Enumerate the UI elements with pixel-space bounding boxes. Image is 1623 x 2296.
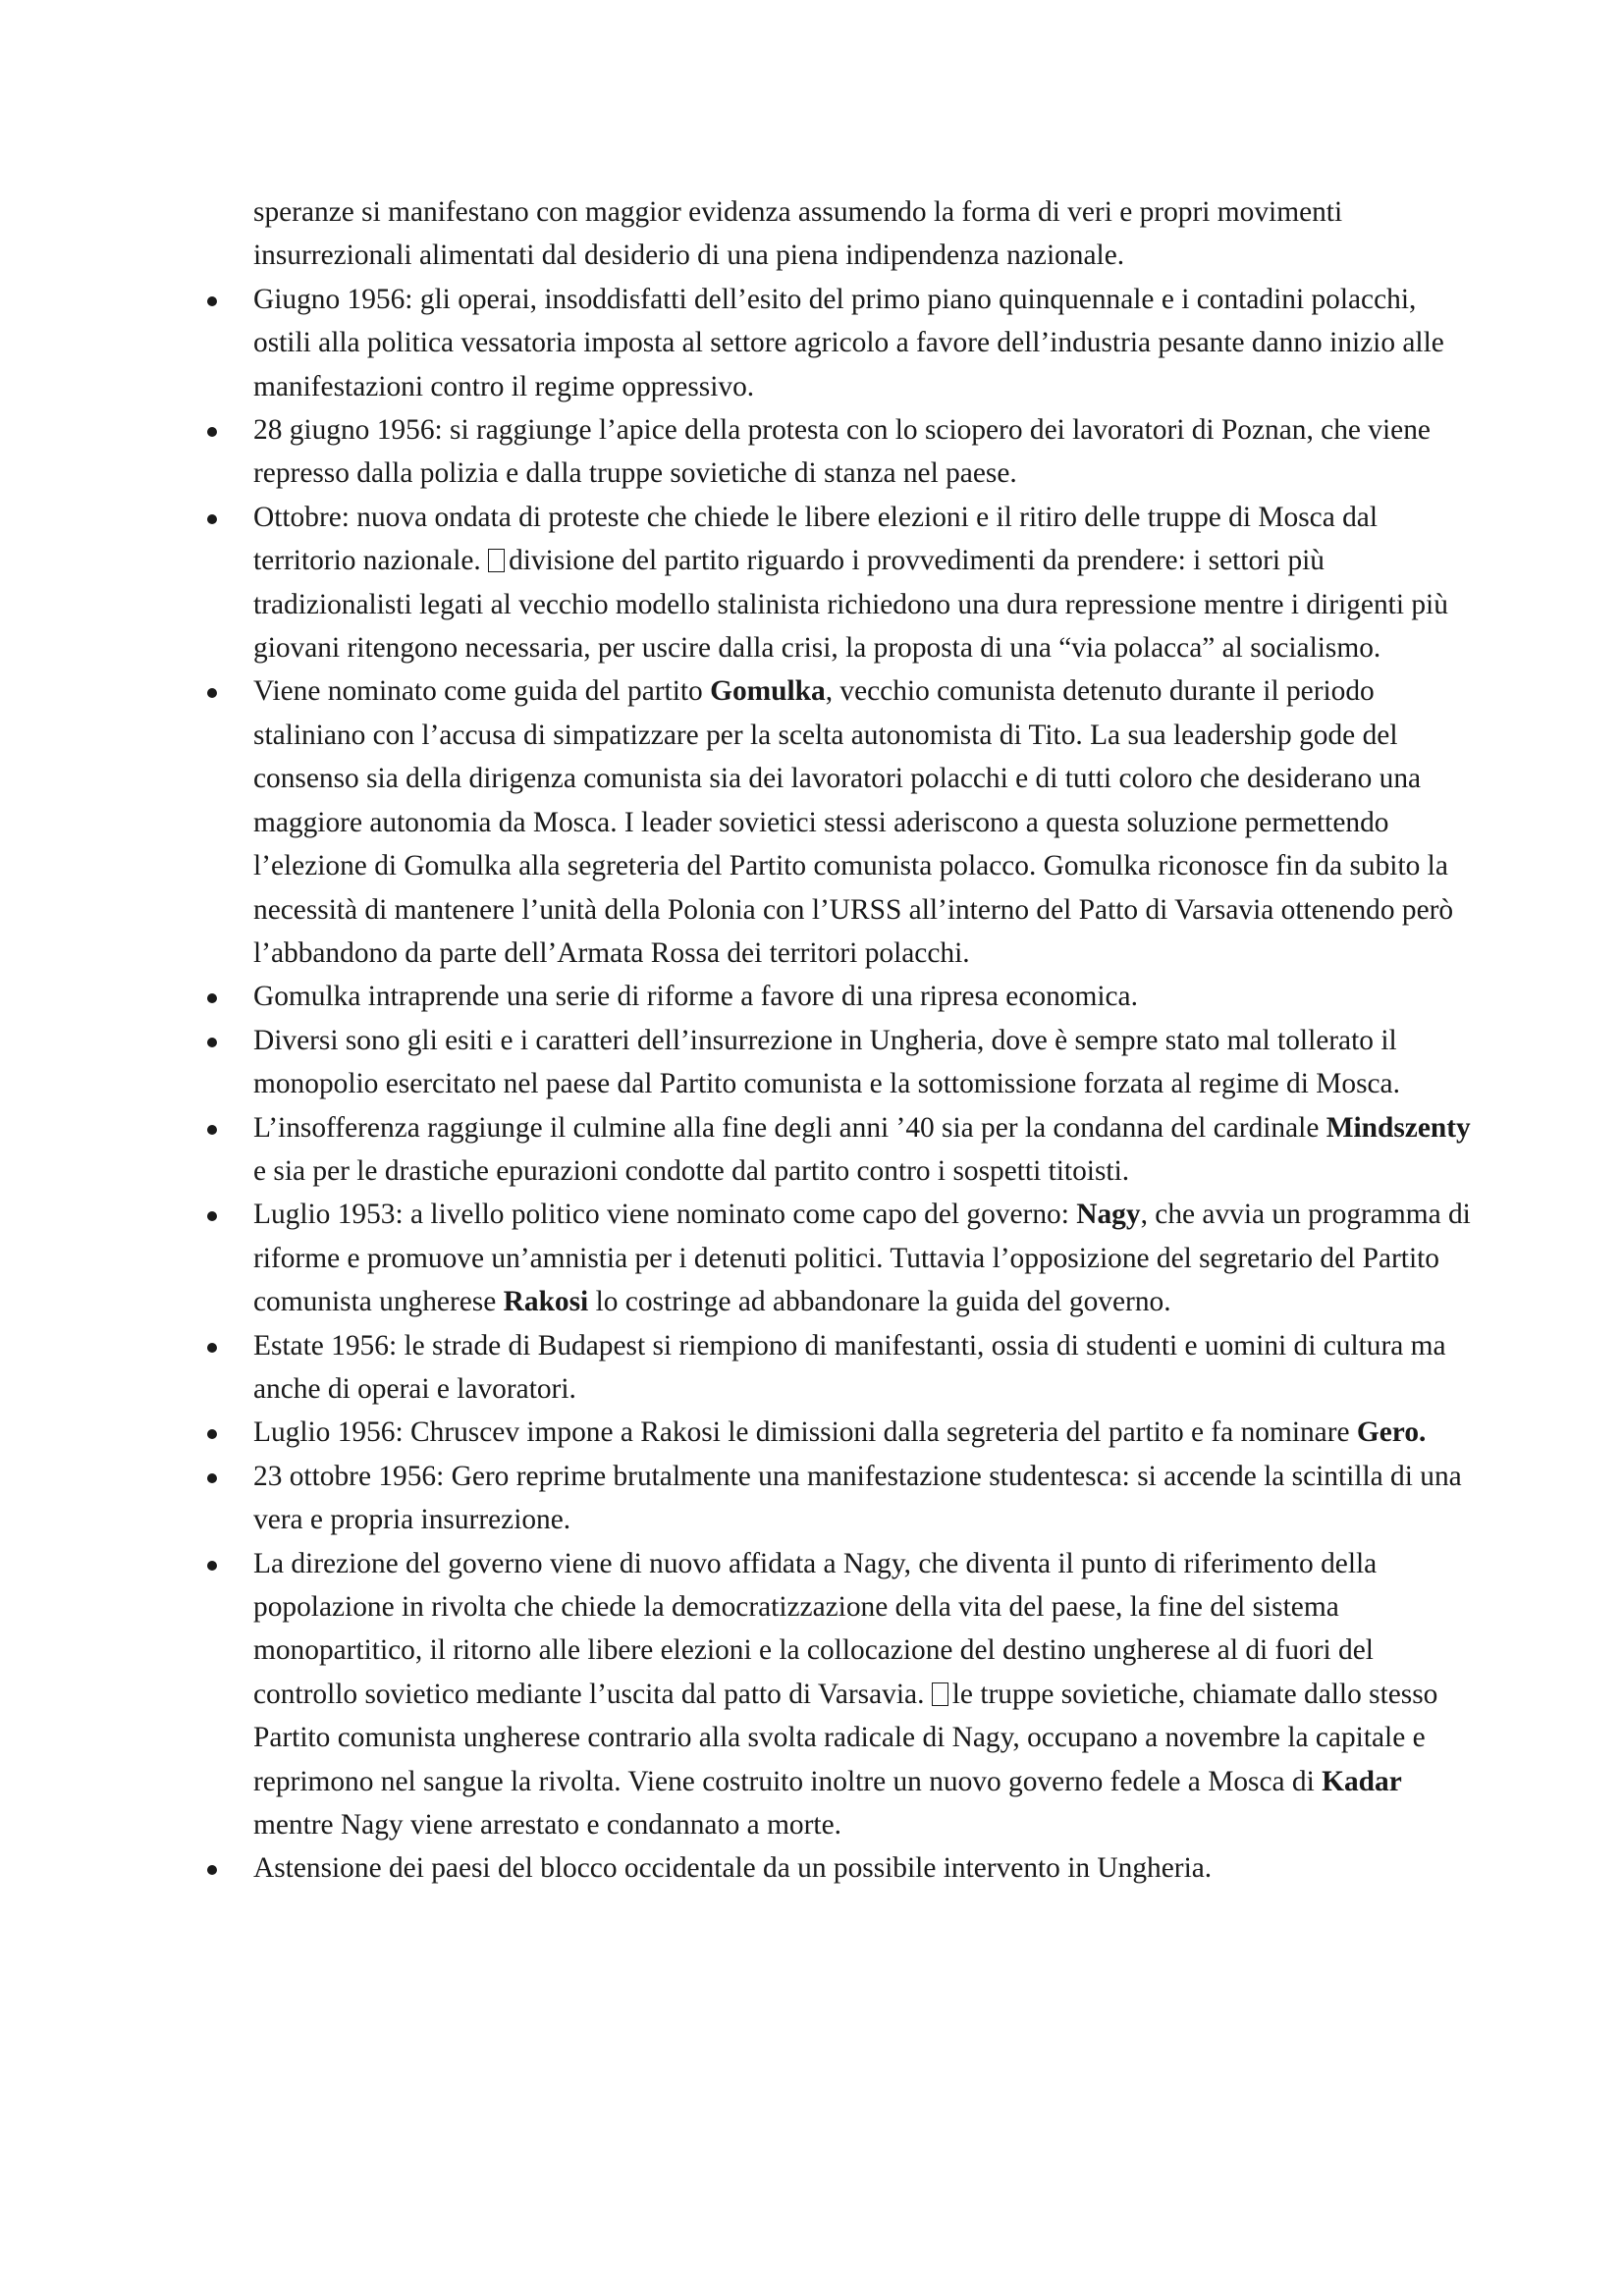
- bullet-icon: [207, 1211, 217, 1221]
- item-text: Gomulka intraprende una serie di riforme a favore di una ripresa economica.: [253, 981, 1138, 1013]
- intro-paragraph: speranze si manifestano con maggior evidenza assumendo la forma di veri e propri movimenti insurrezionali alimentati dal desiderio di una piena indipendenza nazionale.: [253, 196, 1343, 272]
- document-body: [253, 190, 1481, 1891]
- bullet-icon: [207, 1473, 217, 1483]
- item-text: Viene nominato come guida del partito: [253, 675, 711, 708]
- bullet-icon: [207, 1865, 217, 1875]
- list-item: [253, 1411, 1481, 1454]
- missing-glyph-icon: [932, 1682, 948, 1706]
- bullet-icon: [207, 993, 217, 1003]
- item-text: , vecchio comunista detenuto durante il periodo staliniano con l’accusa di simpatizzare per la scelta autonomista di Tito. La sua leadership gode del consenso sia della dirigenza comunista sia dei lavoratori polacchi e di tutti coloro che desiderano una maggiore autonomia da Mosca. I leader sovietici stessi aderiscono a questa soluzione permettendo l’elezione di Gomulka alla segreteria del Partito comunista polacco. Gomulka riconosce fin da subito la necessità di mantenere l’unità della Polonia con l’URSS all’interno del Patto di Varsavia ottenendo però l’abbandono da parte dell’Armata Rossa dei territori polacchi.: [253, 675, 1454, 969]
- bullet-icon: [207, 296, 217, 306]
- bold-name: Mindszenty: [1325, 1111, 1471, 1144]
- item-text: La direzione del governo viene di nuovo affidata a Nagy, che diventa il punto di riferimento della popolazione in rivolta che chiede la democratizzazione della vita del paese, la fine del sistema monopartitico, il ritorno alle libere elezioni e la collocazione del destino ungherese al di fuori del controllo sovietico mediante l’uscita dal patto di Varsavia.: [253, 1547, 1378, 1710]
- item-text: e sia per le drastiche epurazioni condotte dal partito contro i sospetti titoisti.: [253, 1154, 1130, 1187]
- list-item: [253, 1455, 1481, 1542]
- bullet-icon: [207, 688, 217, 698]
- item-text: 23 ottobre 1956: Gero reprime brutalmente una manifestazione studentesca: si accende la scintilla di una vera e propria insurrezione.: [253, 1460, 1462, 1536]
- item-text: divisione del partito riguardo i provvedimenti da prendere: i settori più tradizionalisti legati al vecchio modello stalinista richiedono una dura repressione mentre i dirigenti più giovani ritengono necessaria, per uscire dalla crisi, la proposta di una “via polacca” al socialismo.: [253, 545, 1448, 665]
- bullet-icon: [207, 1125, 217, 1135]
- bullet-icon: [207, 514, 217, 524]
- bold-name: Gero.: [1356, 1416, 1427, 1449]
- list-item: [253, 1106, 1481, 1194]
- item-text: Luglio 1956: Chruscev impone a Rakosi le dimissioni dalla segreteria del partito e fa nominare: [253, 1416, 1357, 1449]
- item-text: mentre Nagy viene arrestato e condannato a morte.: [253, 1809, 841, 1842]
- bold-name: Nagy: [1076, 1199, 1141, 1231]
- list-item: [253, 1542, 1481, 1847]
- bold-name: Gomulka: [710, 675, 826, 708]
- item-text: Estate 1956: le strade di Budapest si riempiono di manifestanti, ossia di studenti e uomini di cultura ma anche di operai e lavoratori.: [253, 1329, 1446, 1405]
- bullet-icon: [207, 1561, 217, 1571]
- list-item: [253, 1324, 1481, 1412]
- bullet-list: [253, 278, 1481, 1891]
- list-item: [253, 1846, 1481, 1890]
- list-item: [253, 408, 1481, 496]
- item-text: lo costringe ad abbandonare la guida del governo.: [588, 1286, 1171, 1318]
- item-text: Astensione dei paesi del blocco occidentale da un possibile intervento in Ungheria.: [253, 1852, 1213, 1885]
- item-text: Giugno 1956: gli operai, insoddisfatti dell’esito del primo piano quinquennale e i contadini polacchi, ostili alla politica vessatoria imposta al settore agricolo a favore dell’industria pesante danno inizio alle manifestazioni contro il regime oppressivo.: [253, 283, 1444, 402]
- item-text: Ottobre: nuova ondata di proteste che chiede le libere elezioni e il ritiro delle truppe di Mosca dal territorio nazionale.: [253, 501, 1379, 577]
- missing-glyph-icon: [488, 549, 505, 572]
- list-item: [253, 278, 1481, 408]
- bullet-icon: [207, 1429, 217, 1439]
- bullet-icon: [207, 1343, 217, 1353]
- item-text: Luglio 1953: a livello politico viene nominato come capo del governo:: [253, 1199, 1077, 1231]
- list-item: [253, 496, 1481, 670]
- bullet-icon: [207, 427, 217, 437]
- list-item: [253, 1019, 1481, 1106]
- bold-name: Rakosi: [503, 1286, 589, 1318]
- list-item: [253, 1193, 1481, 1323]
- list-item: [253, 975, 1481, 1018]
- bullet-icon: [207, 1038, 217, 1047]
- item-text: L’insofferenza raggiunge il culmine alla fine degli anni ’40 sia per la condanna del cardinale: [253, 1111, 1326, 1144]
- item-text: Diversi sono gli esiti e i caratteri dell’insurrezione in Ungheria, dove è sempre stato mal tollerato il monopolio esercitato nel paese dal Partito comunista e la sottomissione forzata al regime di Mosca.: [253, 1024, 1400, 1100]
- bold-name: Kadar: [1322, 1765, 1402, 1797]
- item-text: 28 giugno 1956: si raggiunge l’apice della protesta con lo sciopero dei lavoratori di Poznan, che viene represso dalla polizia e dalla truppe sovietiche di stanza nel paese.: [253, 414, 1431, 490]
- item-text: le truppe sovietiche, chiamate dallo stesso Partito comunista ungherese contrario alla svolta radicale di Nagy, occupano a novembre la capitale e reprimono nel sangue la rivolta. Viene costruito inoltre un nuovo governo fedele a Mosca di: [253, 1678, 1438, 1797]
- list-item: [253, 669, 1481, 975]
- item-text: , che avvia un programma di riforme e promuove un’amnistia per i detenuti politici. Tuttavia l’opposizione del segretario del Partito comunista ungherese: [253, 1199, 1471, 1318]
